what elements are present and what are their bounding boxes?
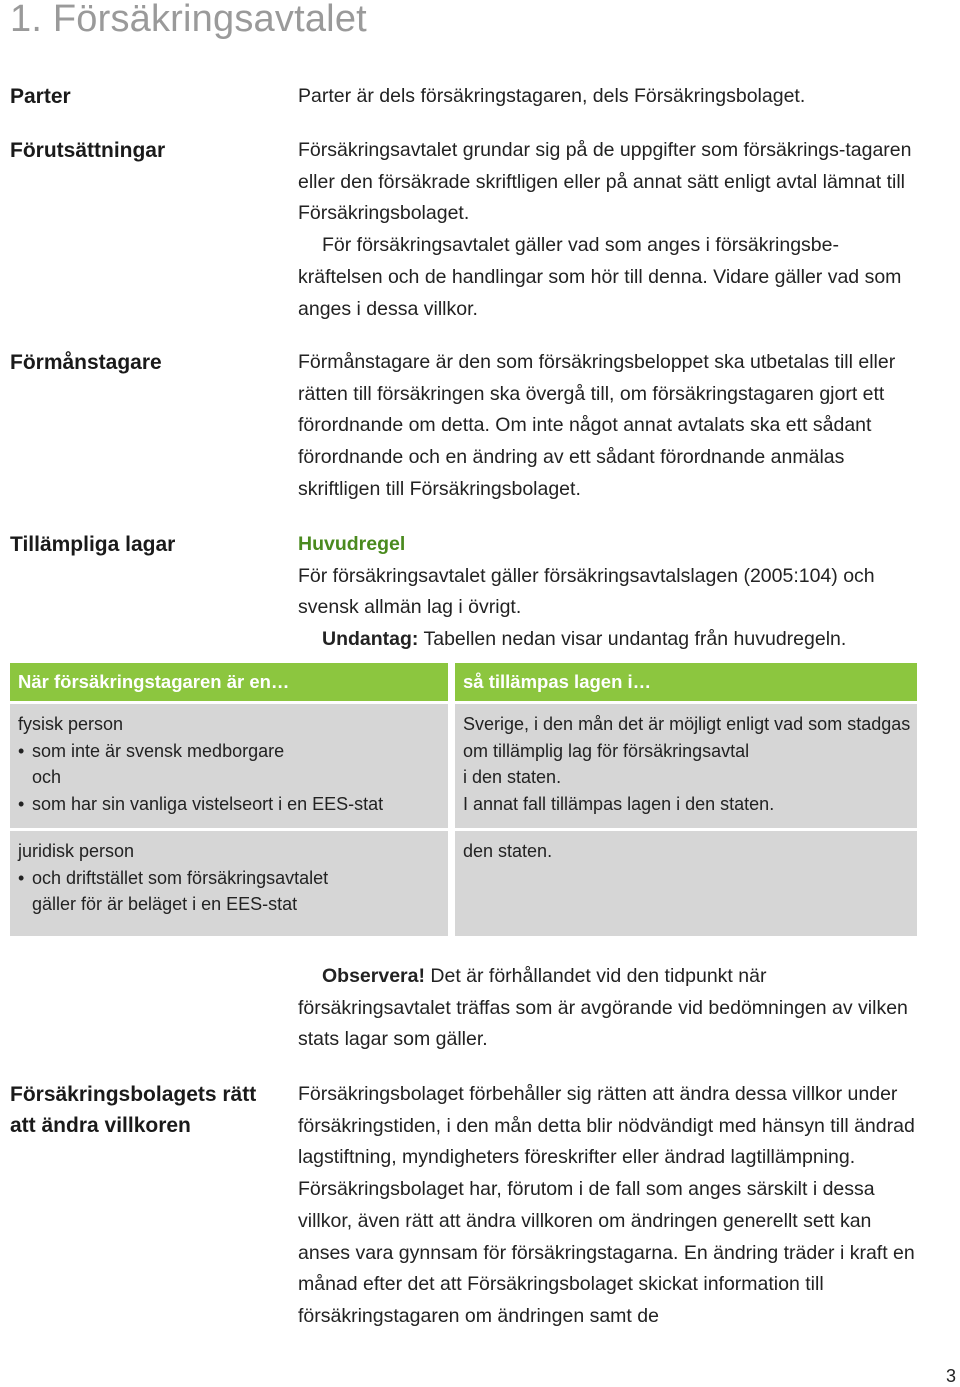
row2-left-bullet-1-cont: gäller för är beläget i en EES-stat: [32, 894, 298, 914]
page-number: 3: [945, 1366, 956, 1386]
observera-paragraph: [298, 961, 923, 1056]
undantag-paragraph: [298, 624, 923, 656]
page-title: 1. Försäkringsavtalet: [10, 0, 367, 40]
table-row-1-right: [455, 704, 917, 828]
observera-note: [298, 961, 923, 1056]
section-label-tillampliga-lagar: Tillämpliga lagar: [10, 533, 176, 556]
row1-right-line-4: I annat fall tillämpas lagen i den staten.: [463, 793, 775, 814]
row2-right-text: den staten.: [463, 841, 553, 861]
row1-right-line-2: om tillämplig lag för försäkringsavtal: [463, 740, 750, 761]
forutsattningar-paragraph-1: Försäkringsavtalet grundar sig på de uppgifter som försäkrings-tagaren eller den försäkrade skriftligen eller på annat sätt enligt avtal lämnat till Försäkringsbolaget.: [298, 139, 912, 225]
row1-right-line-3: i den staten.: [463, 767, 562, 787]
section-body-tillampliga-lagar: [298, 529, 923, 656]
table-header-right: så tillämpas lagen i…: [455, 663, 917, 701]
section-body-forutsattningar: [298, 135, 923, 325]
section-label-ratt-att-andra: Försäkringsbolagets rätt att ändra villkoren: [10, 1083, 257, 1137]
table-row-1-left: [10, 704, 448, 828]
section-body-ratt-att-andra: [298, 1079, 923, 1333]
parter-text: Parter är dels försäkringstagaren, dels Försäkringsbolaget.: [298, 85, 806, 107]
undantag-label: Undantag:: [322, 628, 419, 651]
undantag-text: Tabellen nedan visar undantag från huvudregeln.: [418, 628, 847, 651]
row1-left-och: och: [32, 767, 62, 787]
row2-left-bullet-1: • och driftstället som försäkringsavtalet: [18, 865, 442, 892]
observera-label: Observera!: [322, 965, 425, 987]
section-label-formanstagare: Förmånstagare: [10, 351, 162, 374]
huvudregel-heading: Huvudregel: [298, 533, 406, 555]
table-row-2-right: [455, 831, 917, 936]
row1-left-bullet-2: • som har sin vanliga vistelseort i en EES-stat: [18, 791, 442, 818]
table-row-2-left: [10, 831, 448, 936]
table-header-left: När försäkringstagaren är en…: [10, 663, 448, 701]
huvudregel-text: För försäkringsavtalet gäller försäkringsavtalslagen (2005:104) och svensk allmän lag i övrigt.: [298, 564, 875, 619]
observera-text: Det är förhållandet vid den tidpunkt när försäkringsavtalet träffas som är avgörande vid bedömningen av vilken stats lagar som gäller.: [298, 965, 908, 1051]
ratt-text: Försäkringsbolaget förbehåller sig rätten att ändra dessa villkor under försäkringstiden, i den mån detta blir nödvändigt med hänsyn till ändrad lagstiftning, myndigheters föreskrifter eller ändrad lagtillämpning. Försäkringsbolaget har, förutom i de fall som anges särskilt i dessa villkor, även rätt att ändra villkoren om ändringen generellt sett kan anses vara gynnsam för försäkringstagarna. En ändring träder i kraft en månad efter det att Försäkringsbolaget skickat information till försäkringstagaren om ändringen samt de: [298, 1083, 915, 1327]
row1-left-bullet-1: • som inte är svensk medborgare: [18, 738, 442, 765]
section-label-parter: Parter: [10, 85, 71, 108]
formanstagare-text: Förmånstagare är den som försäkringsbeloppet ska utbetalas till eller rätten till försäkringen ska övergå till, om försäkringstagaren gjort ett förordnande om detta. Om inte något annat avtalats ska ett sådant förordnande och en ändring av ett sådant förordnande anmälas skriftligen till Försäkringsbolaget.: [298, 351, 896, 500]
row2-left-title: juridisk person: [18, 841, 135, 861]
section-body-formanstagare: [298, 347, 923, 506]
section-body-parter: [298, 81, 923, 113]
forutsattningar-paragraph-2: För försäkringsavtalet gäller vad som anges i försäkringsbe-kräftelsen och de handlingar som hör till denna. Vidare gäller vad som anges i dessa villkor.: [298, 234, 902, 320]
row1-left-title: fysisk person: [18, 714, 124, 734]
row1-right-line-1: Sverige, i den mån det är möjligt enligt vad som stadgas: [463, 714, 911, 734]
section-label-forutsattningar: Förutsättningar: [10, 139, 166, 162]
